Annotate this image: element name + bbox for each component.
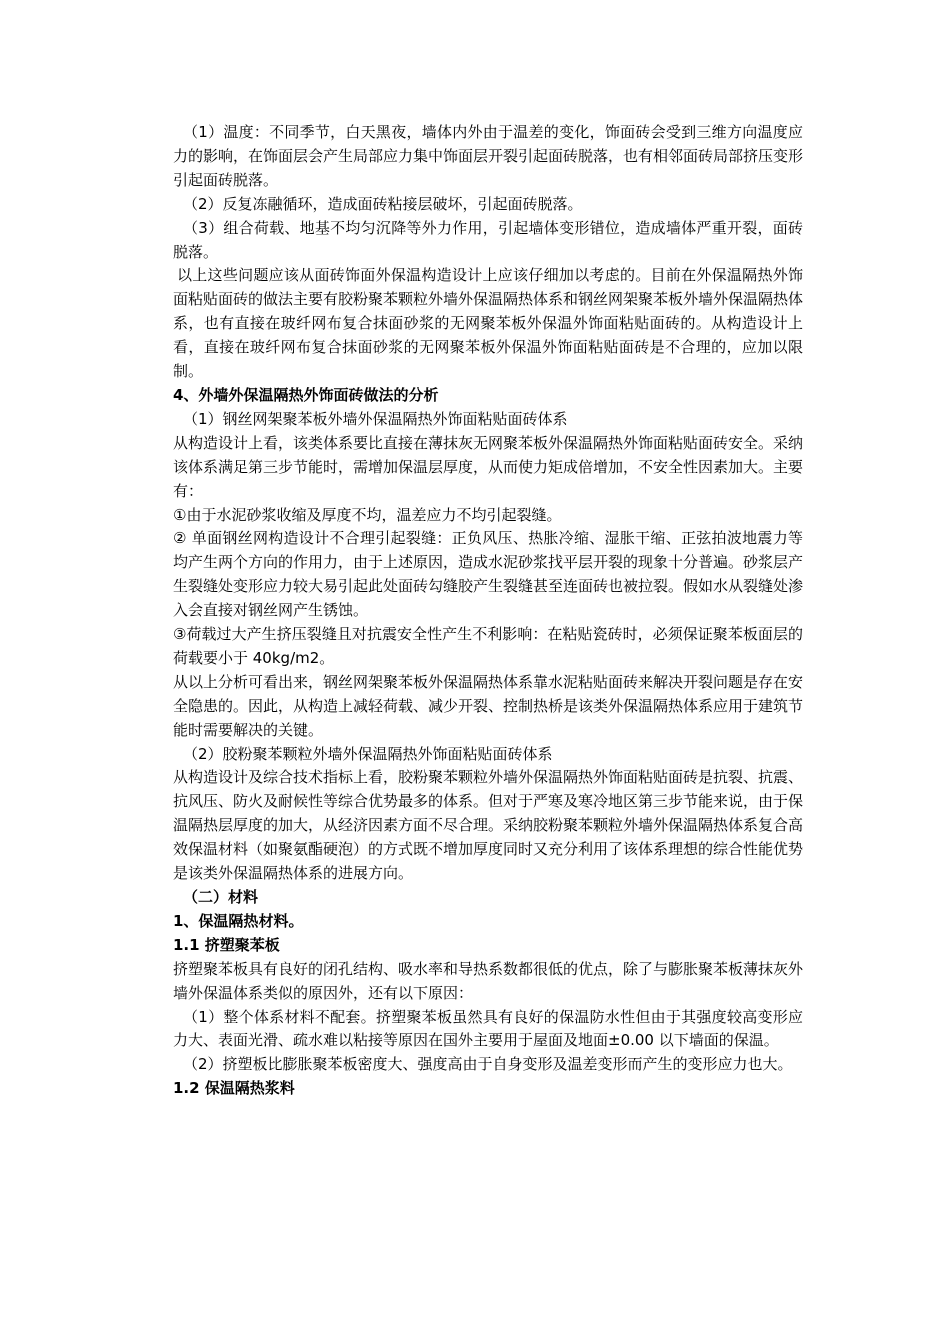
paragraph-xps-reason-1: （1）整个体系材料不配套。挤塑聚苯板虽然具有良好的保温防水性但由于其强度较高变形应力大、表面光滑、疏水难以粘接等原因在国外主要用于屋面及地面±0.00 以下墙面的保温。 (173, 1007, 803, 1050)
paragraph-xps-reason-2: （2）挤塑板比膨胀聚苯板密度大、强度高由于自身变形及温差变形而产生的变形应力也大。 (183, 1055, 793, 1074)
paragraph-analysis-conclusion: 从以上分析可看出来，钢丝网架聚苯板外保温隔热体系靠水泥粘贴面砖来解决开裂问题是存在安全隐患的。因此，从构造上减轻荷载、减少开裂、控制热桥是该类外保温隔热体系应用于建筑节能时需要解决的关键。 (173, 672, 804, 739)
document-body (173, 121, 803, 1101)
paragraph-temperature: （1）温度：不同季节，白天黑夜，墙体内外由于温差的变化，饰面砖会受到三维方向温度应力的影响，在饰面层会产生局部应力集中饰面层开裂引起面砖脱落，也有相邻面砖局部挤压变形引起面砖脱落。 (173, 123, 804, 189)
paragraph-xps-intro: 挤塑聚苯板具有良好的闭孔结构、吸水率和导热系数都很低的优点，除了与膨胀聚苯板薄抹灰外墙外保温体系类似的原因外，还有以下原因： (173, 959, 804, 1002)
paragraph-point-1: ①由于水泥砂浆收缩及厚度不均，温差应力不均引起裂缝。 (173, 505, 562, 524)
section-heading-1-1: 1.1 挤塑聚苯板 (173, 935, 280, 954)
paragraph-steel-mesh-intro: 从构造设计上看，该类体系要比直接在薄抹灰无网聚苯板外保温隔热外饰面粘贴面砖安全。采纳该体系满足第三步节能时，需增加保温层厚度，从而使力矩成倍增加，不安全性因素加大。主要有： (173, 433, 804, 500)
section-heading-materials: （二）材料 (183, 888, 259, 906)
paragraph-point-3: ③荷载过大产生挤压裂缝且对抗震安全性产生不利影响：在粘贴瓷砖时，必须保证聚苯板面层的荷载要小于 40kg/m2。 (173, 625, 803, 667)
paragraph-freeze-thaw: （2）反复冻融循环，造成面砖粘接层破坏，引起面砖脱落。 (183, 194, 583, 213)
section-heading-insulation-materials: 1、保温隔热材料。 (173, 911, 304, 930)
paragraph-design-consideration: 以上这些问题应该从面砖饰面外保温构造设计上应该仔细加以考虑的。目前在外保温隔热外饰面粘贴面砖的做法主要有胶粉聚苯颗粒外墙外保温隔热体系和钢丝网架聚苯板外墙外保温隔热体系，也有直接在玻纤网布复合抹面砂浆的无网聚苯板外保温外饰面粘贴面砖的。从构造设计上看，直接在玻纤网布复合抹面砂浆的无网聚苯板外保温外饰面粘贴面砖是不合理的，应加以限制。 (173, 266, 804, 381)
subheading-rubber-powder-system: （2）胶粉聚苯颗粒外墙外保温隔热外饰面粘贴面砖体系 (183, 744, 553, 763)
paragraph-rubber-powder-analysis: 从构造设计及综合技术指标上看，胶粉聚苯颗粒外墙外保温隔热外饰面粘贴面砖是抗裂、抗震、抗风压、防火及耐候性等综合优势最多的体系。但对于严寒及寒冷地区第三步节能来说，由于保温隔热层厚度的加大，从经济因素方面不尽合理。采纳胶粉聚苯颗粒外墙外保温隔热体系复合高效保温材料（如聚氨酯硬泡）的方式既不增加厚度同时又充分利用了该体系理想的综合性能优势是该类外保温隔热体系的进展方向。 (173, 768, 804, 883)
section-heading-4: 4、外墙外保温隔热外饰面砖做法的分析 (173, 385, 439, 404)
subheading-steel-mesh-system: （1）钢丝网架聚苯板外墙外保温隔热外饰面粘贴面砖体系 (183, 409, 568, 428)
paragraph-point-2: ② 单面钢丝网构造设计不合理引起裂缝：正负风压、热胀冷缩、湿胀干缩、正弦拍波地震力等均产生两个方向的作用力，由于上述原因，造成水泥砂浆找平层开裂的现象十分普遍。砂浆层产生裂缝处变形应力较大易引起此处面砖勾缝胶产生裂缝甚至连面砖也被拉裂。假如水从裂缝处渗入会直接对钢丝网产生锈蚀。 (173, 529, 804, 620)
paragraph-combined-load: （3）组合荷载、地基不均匀沉降等外力作用，引起墙体变形错位，造成墙体严重开裂，面砖脱落。 (173, 218, 803, 261)
section-heading-1-2: 1.2 保温隔热浆料 (173, 1079, 295, 1098)
